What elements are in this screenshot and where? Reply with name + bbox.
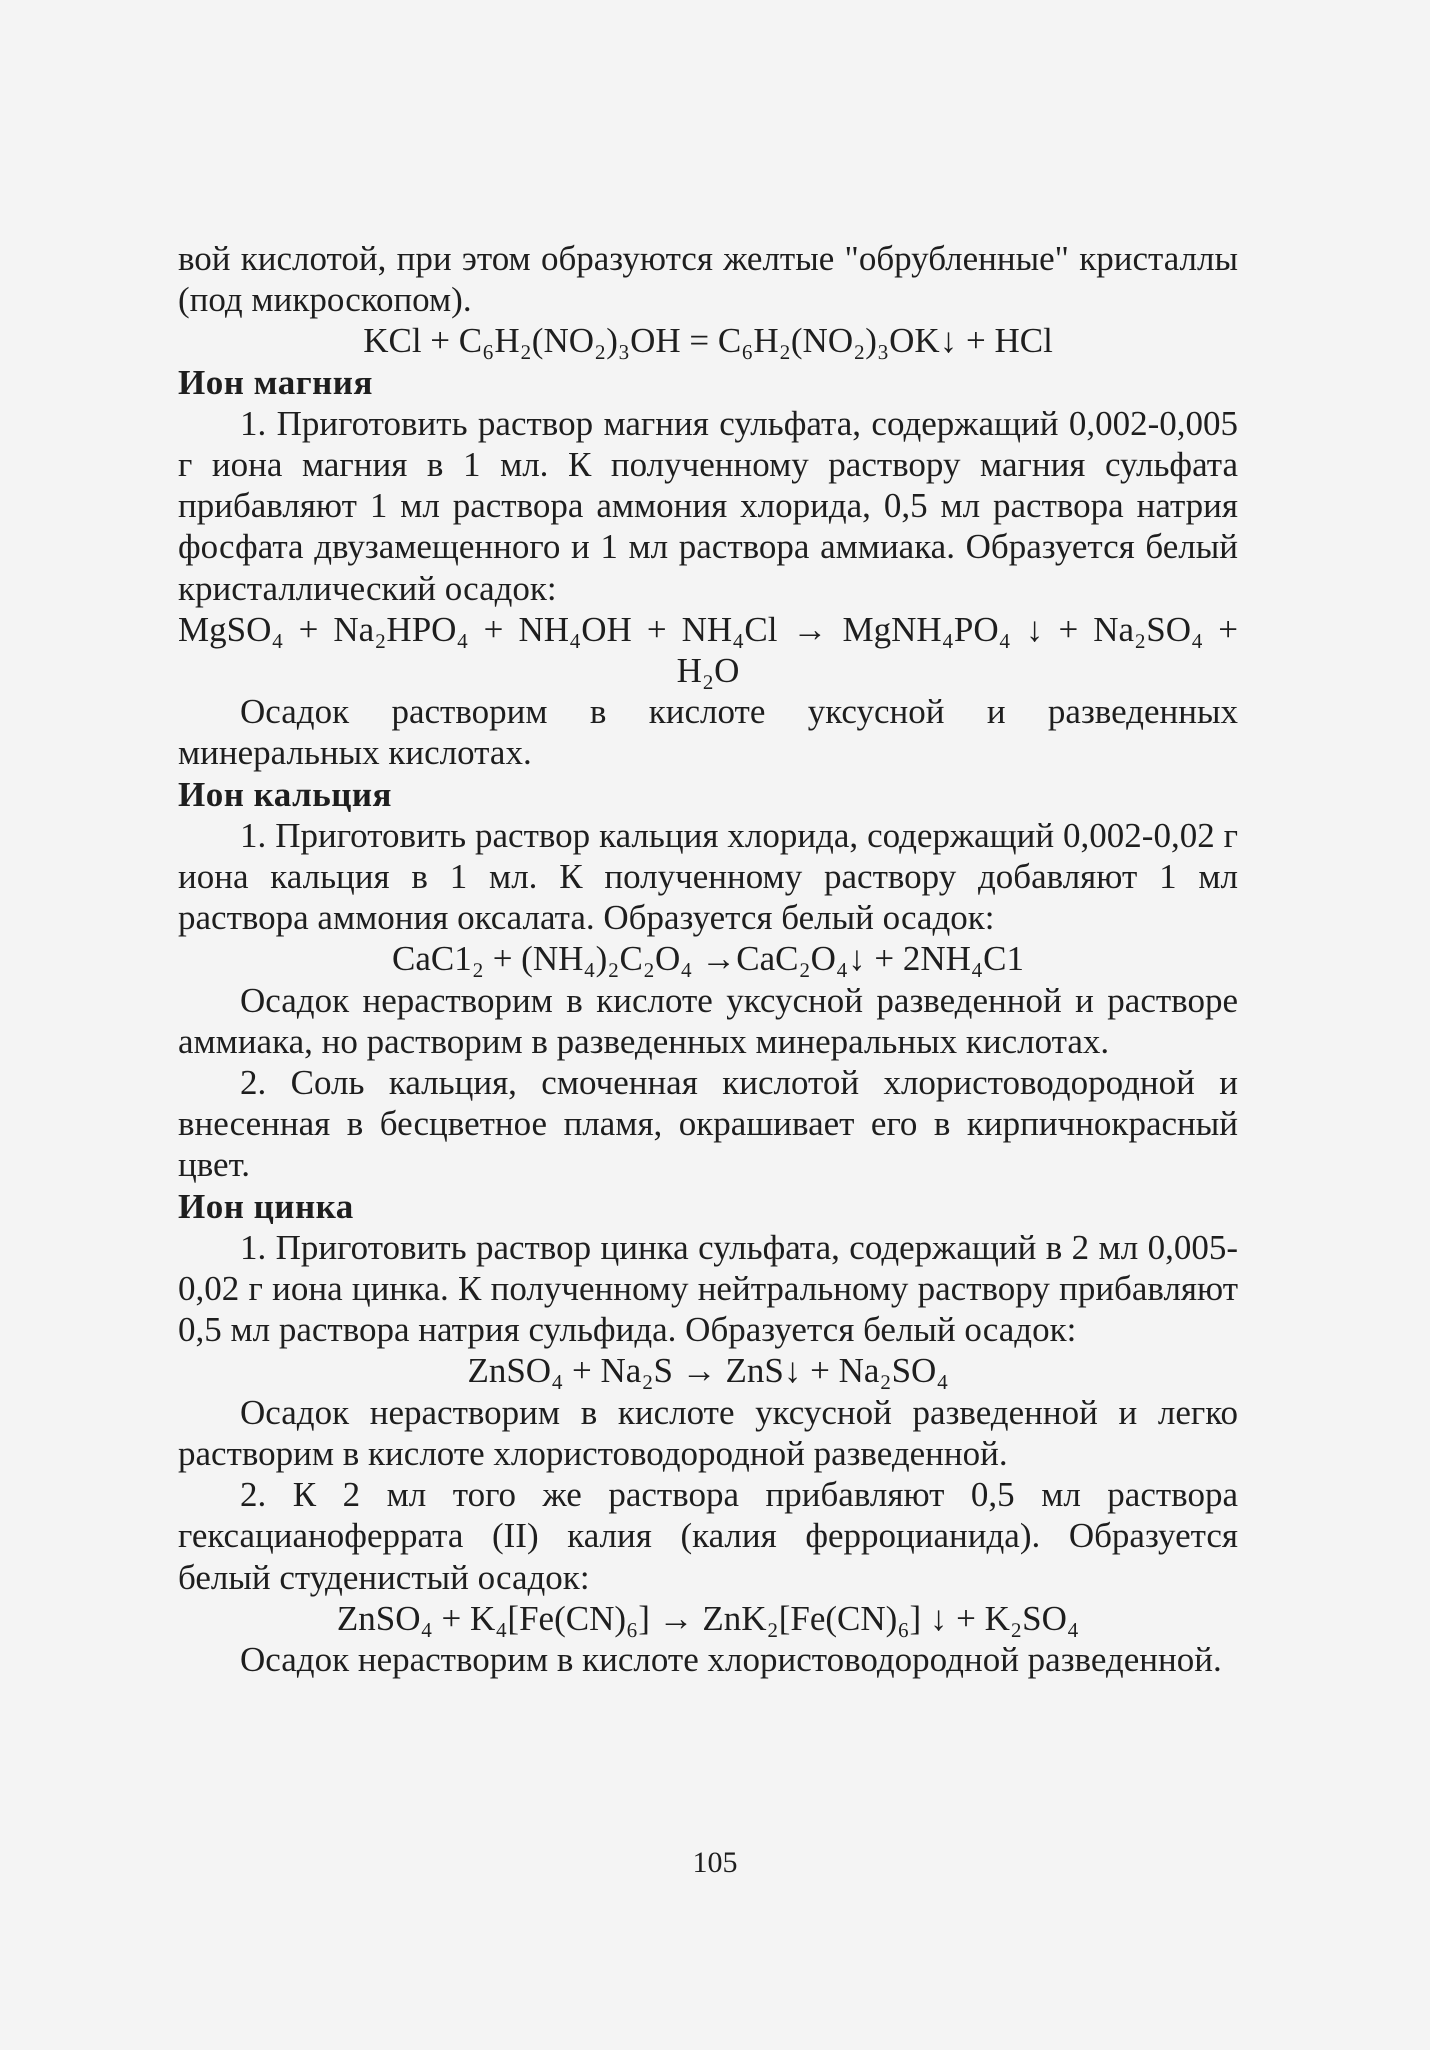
magnesium-procedure-1: 1. Приготовить раствор магния сульфата, содержащий 0,002-0,005 г иона магния в 1 мл. К полученному раствору магния сульфата прибавляют 1 мл раствора аммония хлорида, 0,5 мл раствора натрия фосфата двузамещенного и 1 мл раствора аммиака. Образуется белый кристаллический осадок: xyxy=(178,403,1238,608)
magnesium-note: Осадок растворим в кислоте уксусной и разведенных минеральных кислотах. xyxy=(178,692,1238,773)
page-number: 105 xyxy=(692,1846,738,1879)
page-body xyxy=(178,238,1238,1680)
calcium-procedure-2: 2. Соль кальция, смоченная кислотой хлористоводородной и внесенная в бесцветное пламя, окрашивает его в кирпичнокрасный цвет. xyxy=(178,1063,1238,1185)
zinc-note-2: Осадок нерастворим в кислоте хлористоводородной разведенной. xyxy=(240,1639,1222,1679)
zinc-heading: Ион цинка xyxy=(178,1186,354,1226)
magnesium-heading: Ион магния xyxy=(178,362,373,402)
calcium-note: Осадок нерастворим в кислоте уксусной разведенной и растворе аммиака, но растворим в разведенных минеральных кислотах. xyxy=(178,980,1238,1061)
zinc-procedure-2: 2. К 2 мл того же раствора прибавляют 0,5 мл раствора гексацианоферрата (II) калия (калия ферроцианида). Образуется белый студенистый осадок: xyxy=(178,1475,1238,1597)
zinc-note-1: Осадок нерастворим в кислоте уксусной разведенной и легко растворим в кислоте хлористоводородной разведенной. xyxy=(178,1392,1238,1473)
calcium-equation: CaC1₂ + (NH₄)₂C₂O₄ →CaC₂O₄↓ + 2NH₄C1 xyxy=(392,939,1024,979)
zinc-procedure-1: 1. Приготовить раствор цинка сульфата, содержащий в 2 мл 0,005-0,02 г иона цинка. К полученному нейтральному раствору прибавляют 0,5 мл раствора натрия сульфида. Образуется белый осадок: xyxy=(178,1227,1238,1350)
magnesium-equation-line-2: H₂O xyxy=(676,651,740,691)
calcium-heading: Ион кальция xyxy=(178,774,392,814)
intro-equation: KCl + C₆H₂(NO₂)₃OH = C₆H₂(NO₂)₃OK↓ + HCl xyxy=(363,321,1053,361)
zinc-equation-2: ZnSO₄ + K₄[Fe(CN)₆] → ZnK₂[Fe(CN)₆] ↓ + K₂SO₄ xyxy=(336,1598,1080,1638)
calcium-procedure-1: 1. Приготовить раствор кальция хлорида, содержащий 0,002-0,02 г иона кальция в 1 мл. К полученному раствору добавляют 1 мл раствора аммония оксалата. Образуется белый осадок: xyxy=(178,815,1238,938)
intro-paragraph: вой кислотой, при этом образуются желтые "обрубленные" кристаллы (под микроскопом). xyxy=(178,239,1238,320)
zinc-equation-1: ZnSO₄ + Na₂S → ZnS↓ + Na₂SO₄ xyxy=(467,1351,949,1391)
magnesium-equation-line-1: MgSO₄ + Na₂HPO₄ + NH₄OH + NH₄Cl → MgNH₄PO₄ ↓ + Na₂SO₄ + xyxy=(178,609,1238,649)
